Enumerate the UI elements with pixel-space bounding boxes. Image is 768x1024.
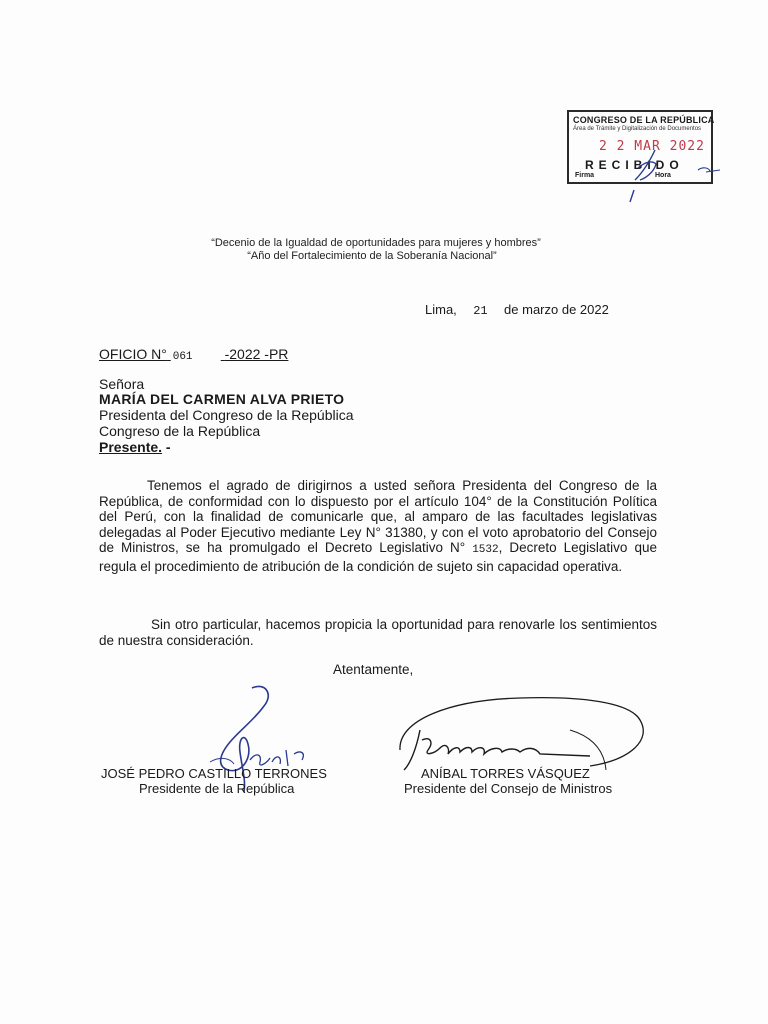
date-line: [425, 302, 609, 318]
body-paragraph-1: [99, 478, 657, 575]
body-paragraph-2: Sin otro particular, hacemos propicia la oportunidad para renovarle los sentimientos de nuestra consideración.: [99, 617, 657, 648]
presente-label: Presente.: [99, 439, 163, 455]
stamp-hora-label: Hora: [655, 172, 671, 179]
stamp-title: CONGRESO DE LA REPÚBLICA: [573, 115, 715, 125]
header-motto-1: “Decenio de la Igualdad de oportunidades para mujeres y hombres”: [211, 237, 541, 249]
recipient-position: Presidenta del Congreso de la República: [99, 407, 354, 423]
presente-tail: -: [162, 439, 171, 455]
reception-stamp: [567, 110, 713, 184]
stamp-date: 2 2 MAR 2022: [599, 139, 705, 154]
recipient-name: MARÍA DEL CARMEN ALVA PRIETO: [99, 391, 345, 407]
oficio-suffix: -2022 -PR: [224, 346, 289, 362]
date-rest: de marzo de 2022: [504, 302, 609, 317]
body-paragraph-1-b: , Decreto Legislativo que regula el procedimiento de atribución de la condición de sujeto sin capacidad operativa.: [99, 540, 657, 574]
signer-1-role: Presidente de la República: [139, 781, 295, 796]
recipient-presente: [99, 439, 171, 455]
decreto-handwritten-number: 1532: [472, 544, 499, 557]
oficio-number: [99, 346, 288, 363]
oficio-prefix: OFICIO N°: [99, 346, 167, 362]
date-day: 21: [473, 304, 488, 318]
recipient-salutation: Señora: [99, 376, 145, 392]
signer-2-name: ANÍBAL TORRES VÁSQUEZ: [421, 766, 590, 781]
stamp-firma-label: Firma: [575, 172, 595, 179]
date-city: Lima,: [425, 302, 457, 317]
closing: Atentamente,: [333, 662, 414, 677]
stamp-received: RECIBIDO: [585, 158, 684, 172]
recipient-institution: Congreso de la República: [99, 423, 261, 439]
signer-1-name: JOSÉ PEDRO CASTILLO TERRONES: [101, 766, 327, 781]
signer-2-role: Presidente del Consejo de Ministros: [404, 781, 613, 796]
body-paragraph-1-a: Tenemos el agrado de dirigirnos a usted señora Presidenta del Congreso de la República, de conformidad con lo dispuesto por el artículo 104° de la Constitución Política del Perú, con la finalidad de comunicarle que, al amparo de las facultades legislativas delegadas al Poder Ejecutivo mediante Ley N° 31380, y con el voto aprobatorio del Consejo de Ministros, se ha promulgado el Decreto Legislativo N°: [99, 478, 657, 556]
header-motto-2: “Año del Fortalecimiento de la Soberanía Nacional”: [247, 250, 497, 262]
oficio-handwritten-number: 061: [172, 351, 193, 363]
stamp-subtitle: Área de Trámite y Digitalización de Documentos: [573, 126, 702, 132]
